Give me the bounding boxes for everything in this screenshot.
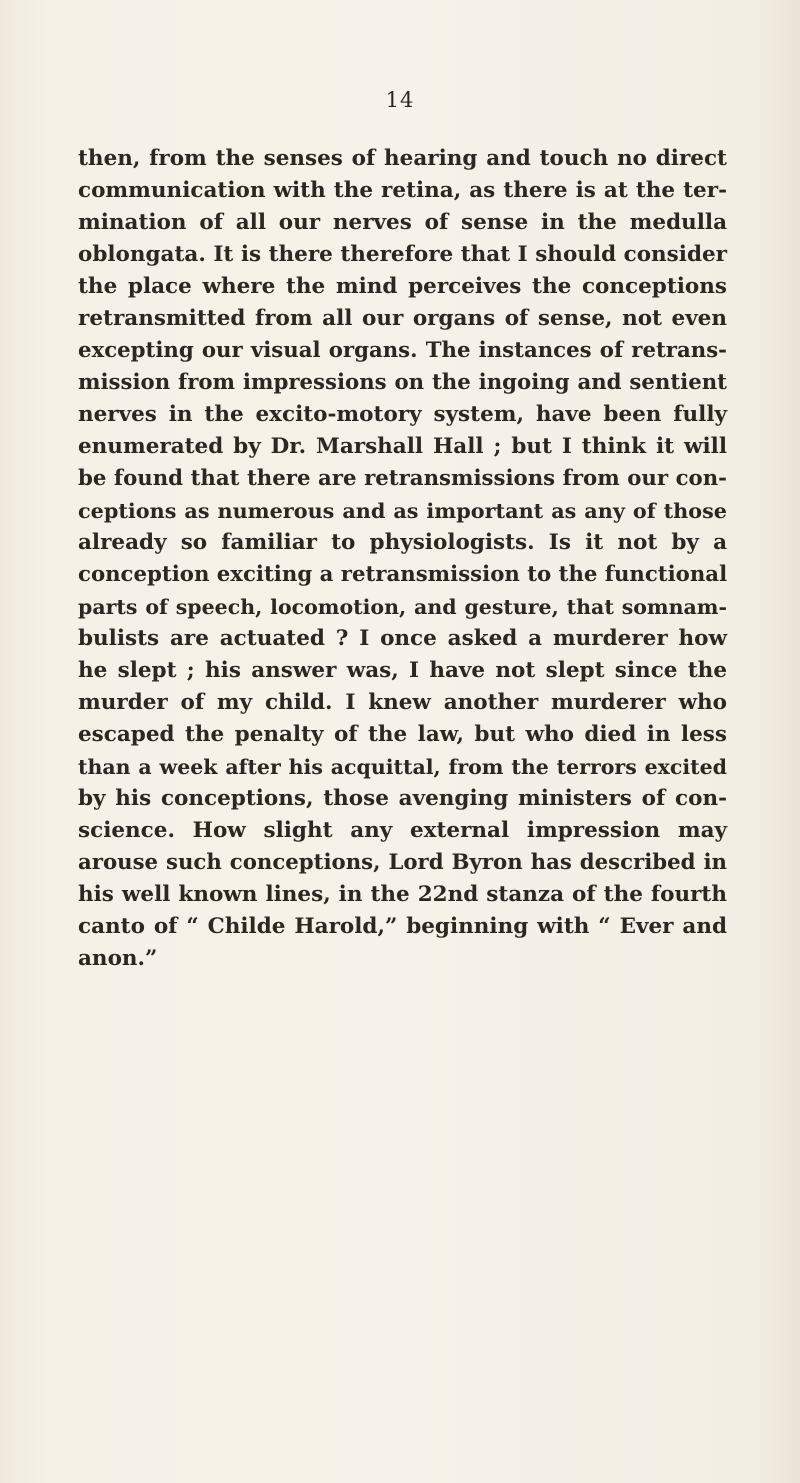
text-line: escaped the penalty of the law, but who died in less xyxy=(78,722,727,747)
text-line: be found that there are retransmissions from our con- xyxy=(78,466,727,491)
text-line: retransmitted from all our organs of sense, not even xyxy=(78,306,727,331)
text-line: bulists are actuated ? I once asked a murderer how xyxy=(78,626,727,651)
text-line: conception exciting a retransmission to the functional xyxy=(78,562,728,587)
text-line: murder of my child. I knew another murderer who xyxy=(78,690,727,715)
text-line: arouse such conceptions, Lord Byron has described in xyxy=(78,850,727,875)
text-line: he slept ; his answer was, I have not slept since the xyxy=(78,658,727,683)
text-line: mination of all our nerves of sense in the medulla xyxy=(78,210,727,235)
text-line: nerves in the excito-motory system, have been fully xyxy=(78,402,727,427)
text-line: already so familiar to physiologists. Is it not by a xyxy=(78,530,727,555)
text-line: the place where the mind perceives the conceptions xyxy=(78,274,727,299)
text-line: mission from impressions on the ingoing and sentient xyxy=(78,370,727,395)
text-line: then, from the senses of hearing and touch no direct xyxy=(78,146,727,171)
text-line: communication with the retina, as there is at the ter- xyxy=(78,178,727,203)
text-line: than a week after his acquittal, from the terrors excited xyxy=(78,755,727,779)
text-line: ceptions as numerous and as important as any of those xyxy=(78,499,727,523)
text-line: excepting our visual organs. The instances of retrans- xyxy=(78,338,727,363)
text-line: anon.” xyxy=(78,946,158,971)
text-line: enumerated by Dr. Marshall Hall ; but I think it will xyxy=(78,434,727,459)
text-line: science. How slight any external impression may xyxy=(78,818,727,843)
page-number: 14 xyxy=(385,88,415,112)
text-line: by his conceptions, those avenging ministers of con- xyxy=(78,786,727,811)
text-line: canto of “ Childe Harold,” beginning with “ Ever and xyxy=(78,914,727,939)
text-line: parts of speech, locomotion, and gesture, that somnam- xyxy=(78,595,727,619)
text-line: his well known lines, in the 22nd stanza of the fourth xyxy=(78,882,727,907)
body-paragraph xyxy=(78,143,727,975)
text-line: oblongata. It is there therefore that I should consider xyxy=(78,242,727,267)
